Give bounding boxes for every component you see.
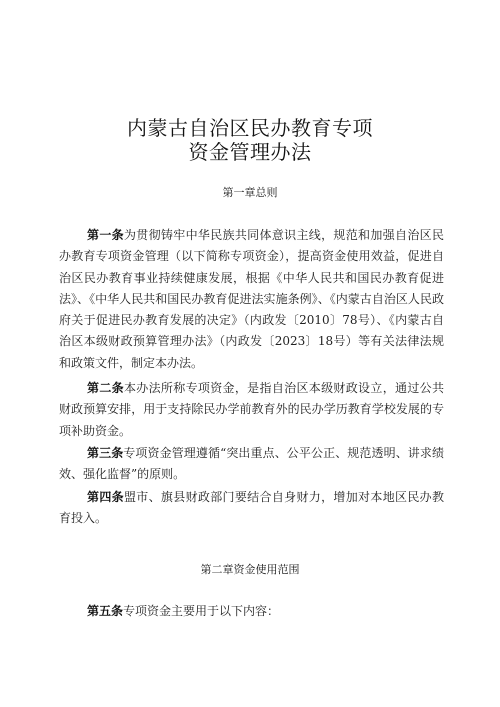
article-4 (59, 487, 444, 530)
article-5-text: 专项资金主要用于以下内容： (123, 604, 280, 618)
article-1 (59, 225, 444, 374)
article-4-label: 第四条 (87, 490, 124, 504)
article-2-label: 第二条 (87, 381, 124, 395)
article-3-label: 第三条 (87, 446, 124, 460)
article-5 (59, 601, 444, 622)
article-1-label: 第一条 (87, 228, 124, 242)
chapter-heading-1: 第一章总则 (222, 186, 278, 199)
document-title-line-1: 内蒙古自治区民办教育专项 (127, 116, 373, 140)
document-title-line-2: 资金管理办法 (188, 140, 312, 164)
article-2-text: 本办法所称专项资金，是指自治区本级财政设立，通过公共财政预算安排，用于支持除民办学前教育外的民办学历教育学校发展的专项补助资金。 (59, 381, 444, 438)
article-1-text: 为贯彻铸牢中华民族共同体意识主线，规范和加强自治区民办教育专项资金管理（以下简称专项资金），提高资金使用效益，促进自治区民办教育事业持续健康发展，根据《中华人民共和国民办教育促进法》、《中华人民共和国民办教育促进法实施条例》、《内蒙古自治区人民政府关于促进民办教育发展的决定》（内政发〔2010〕78号）、《内蒙古自治区本级财政预算管理办法》（内政发〔2023〕18号）等有关法律法规和政策文件，制定本办法。 (59, 228, 444, 370)
chapter-heading-2: 第二章资金使用范围 (200, 563, 300, 576)
article-4-text: 盟市、旗县财政部门要结合自身财力，增加对本地区民办教育投入。 (59, 490, 444, 526)
article-2 (59, 378, 444, 442)
article-3-text: 专项资金管理遵循“突出重点、公平公正、规范透明、讲求绩效、强化监督”的原则。 (59, 446, 444, 482)
article-3 (59, 443, 444, 486)
article-5-label: 第五条 (87, 604, 124, 618)
